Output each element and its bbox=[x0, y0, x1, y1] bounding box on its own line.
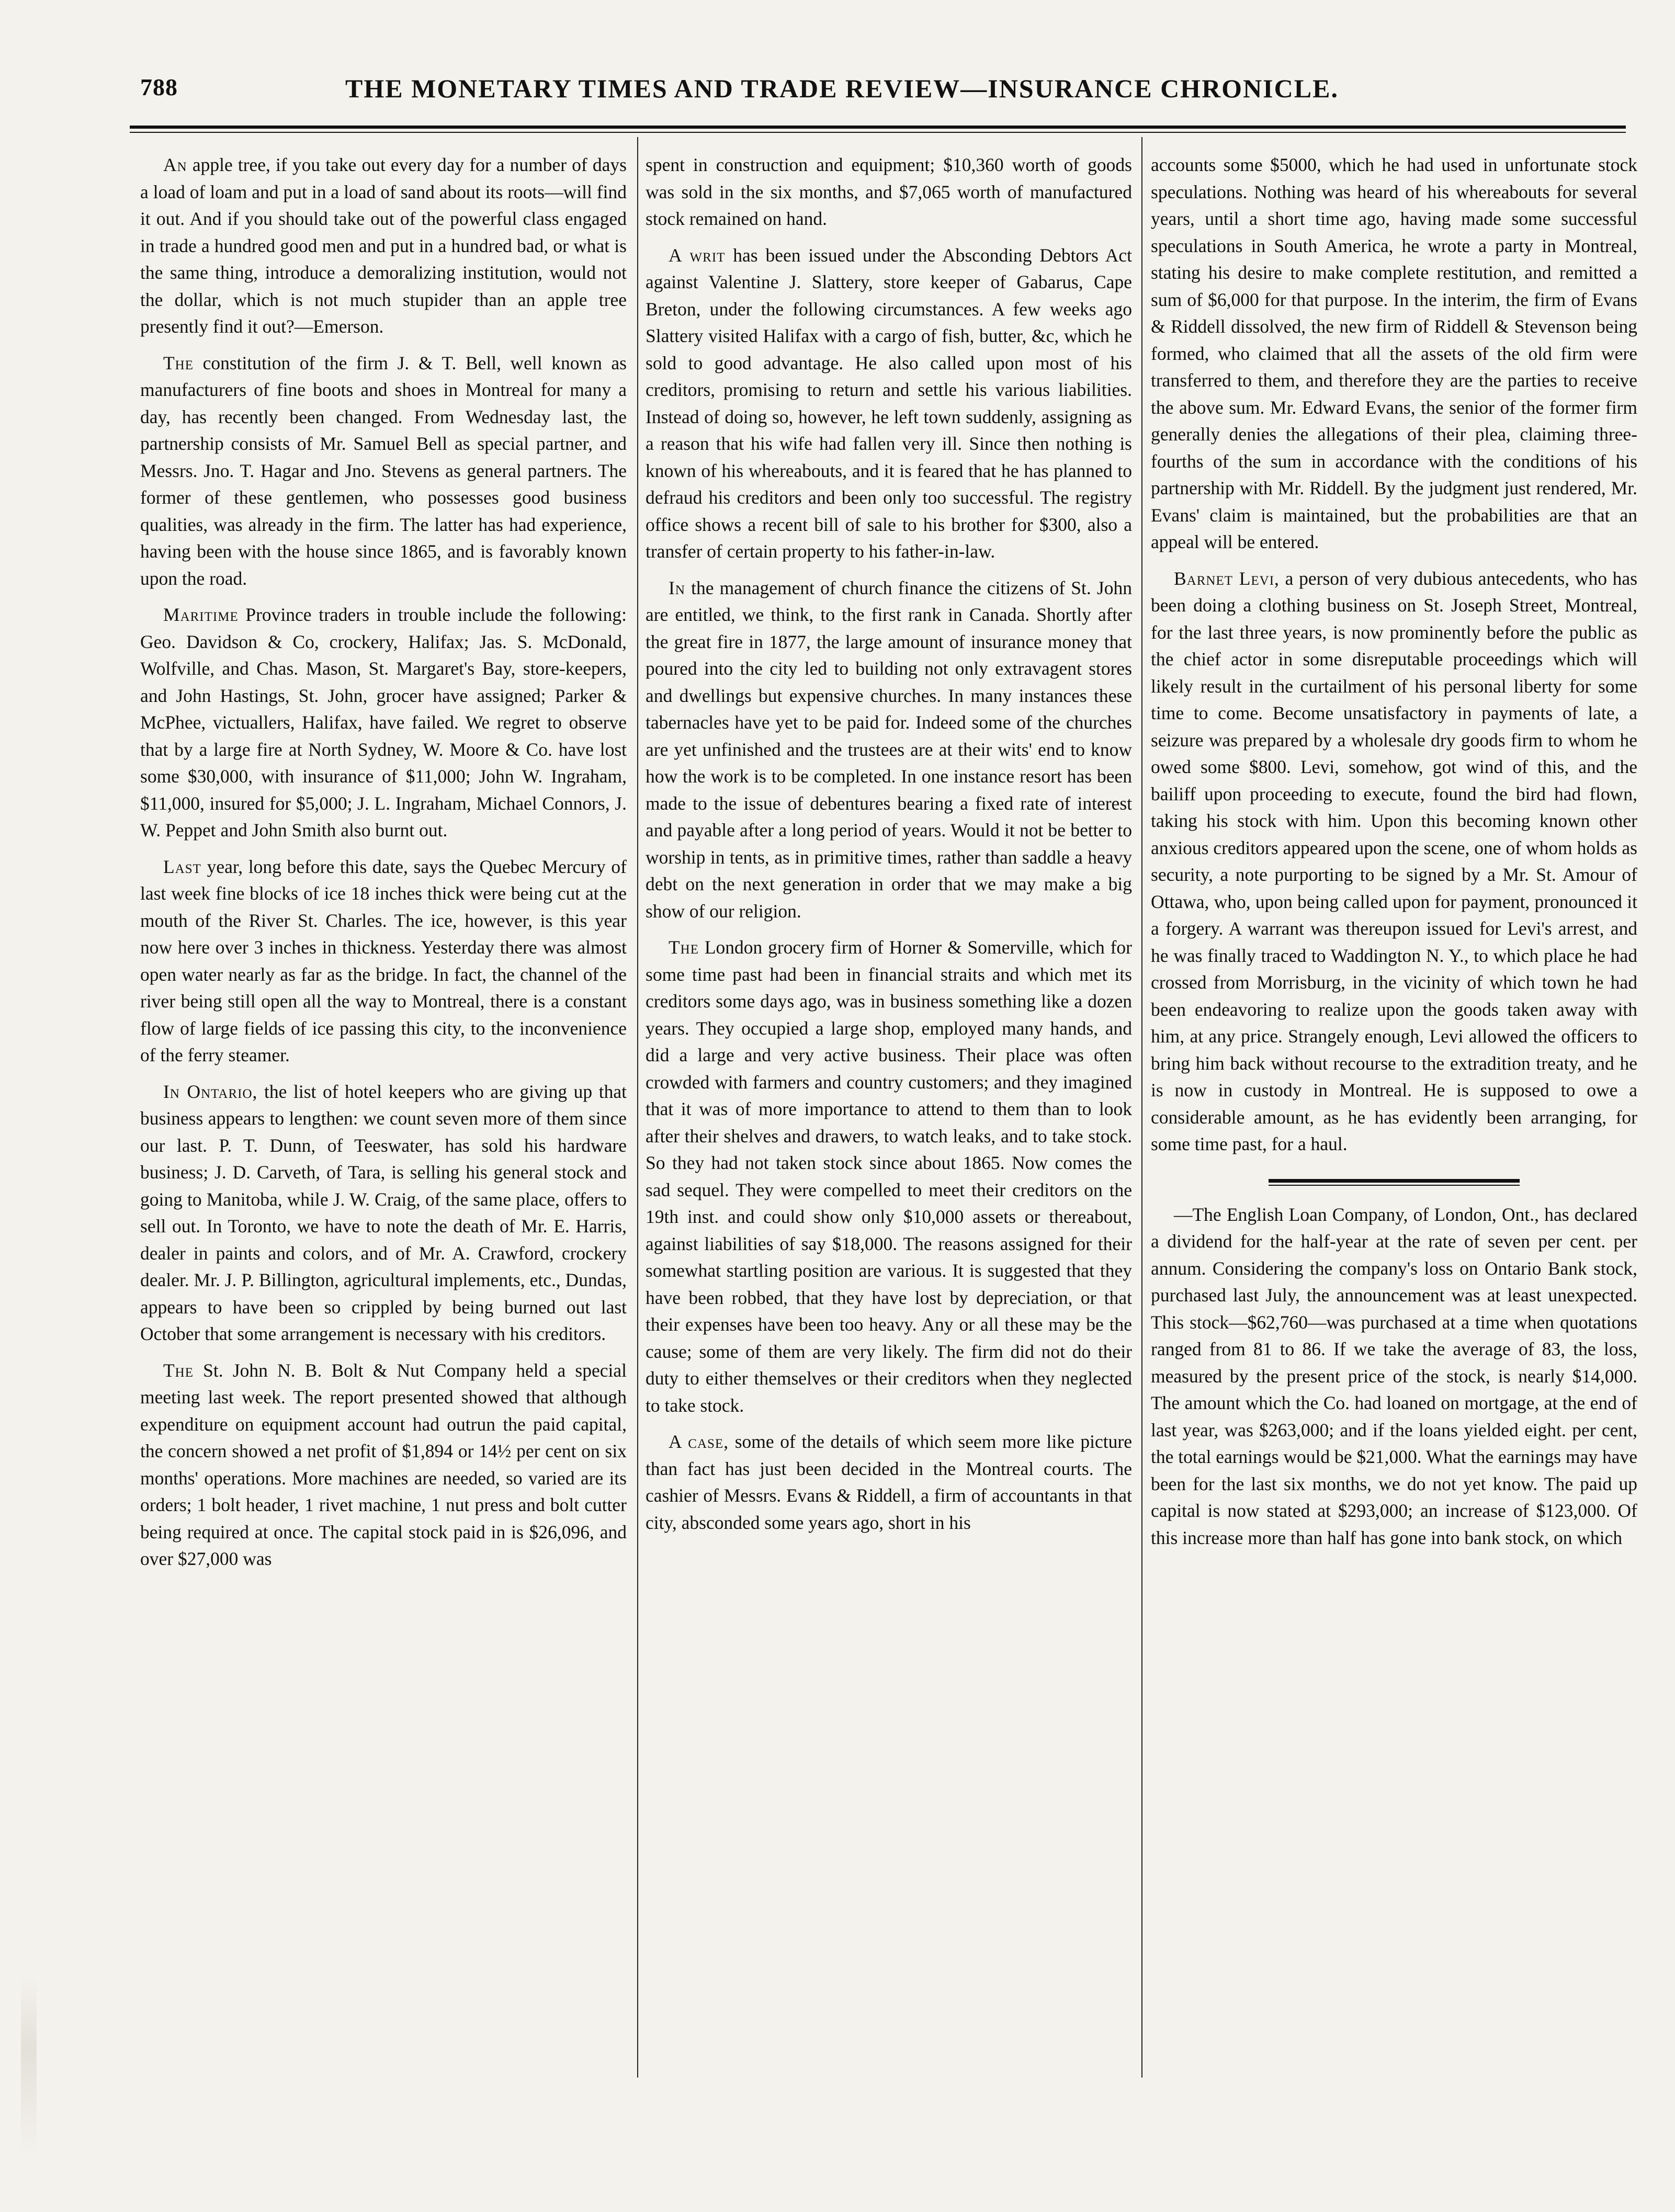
article-paragraph: An apple tree, if you take out every day for a number of days a load of loam and put in a load of sand about its roots—will find it out. And if you should take out of the powerful class engaged in trade a hundred good men and put in a hundred bad, or what is the same thing, introduce a demoralizing institution, would not the dollar, which is not much stupider than an apple tree presently find it out?—Emerson. bbox=[140, 154, 627, 337]
article-paragraph: The London grocery firm of Horner & Somerville, which for some time past had been in financial straits and which met its creditors some days ago, was in business something like a dozen years. They occupied a large shop, employed many hands, and did a large and very active business. Their place was often crowded with farmers and country customers; and they imagined that it was of more importance to attend to them than to look after their shelves and drawers, to watch leaks, and to take stock. So they had not taken stock since about 1865. Now comes the sad sequel. They were compelled to meet their creditors on the 19th inst. and could show only $10,000 assets or thereabout, against liabilities of say $18,000. The reasons assigned for their somewhat startling position are various. It is suggested that they have been robbed, that they have lost by depreciation, or that their expenses have been too heavy. Any or all these may be the cause; some of them are very likely. The firm did not do their duty to either themselves or their creditors when they neglected to take stock. bbox=[646, 937, 1132, 1416]
column-divider bbox=[1141, 137, 1142, 2078]
section-divider-ornament bbox=[1269, 1179, 1520, 1186]
page-number: 788 bbox=[140, 74, 178, 100]
column-divider bbox=[637, 137, 638, 2078]
article-paragraph: A case, some of the details of which seem more like picture than fact has just been decided in the Montreal courts. The cashier of Messrs. Evans & Riddell, a firm of accountants in that city, absconded some years ago, short in his bbox=[646, 1431, 1132, 1533]
article-paragraph: Maritime Province traders in trouble include the following: Geo. Davidson & Co, crockery, Halifax; Jas. S. McDonald, Wolfville, and Chas. Mason, St. Margaret's Bay, store-keepers, and John Hastings, St. John, grocer have assigned; Parker & McPhee, victuallers, Halifax, have failed. We regret to observe that by a large fire at North Sydney, W. Moore & Co. have lost some $30,000, with insurance of $11,000; John W. Ingraham, $11,000, insured for $5,000; J. L. Ingraham, Michael Connors, J. W. Peppet and John Smith also burnt out. bbox=[140, 604, 627, 841]
article-paragraph: A writ has been issued under the Absconding Debtors Act against Valentine J. Slattery, store keeper of Gabarus, Cape Breton, under the following circumstances. A few weeks ago Slattery visited Halifax with a cargo of fish, butter, &c, which he sold to good advantage. He also called upon most of his creditors, promising to return and settle his various liabilities. Instead of doing so, however, he left town suddenly, assigning as a reason that his wife had fallen very ill. Since then nothing is known of his whereabouts, and it is feared that he has planned to defraud his creditors and been only too successful. The registry office shows a recent bill of sale to his brother for $300, also a transfer of certain property to his father-in-law. bbox=[646, 244, 1132, 562]
text-column-3 bbox=[1151, 152, 1637, 1561]
header-rule bbox=[130, 126, 1626, 129]
header-rule-thin bbox=[130, 132, 1626, 133]
article-paragraph: —The English Loan Company, of London, Ont., has declared a dividend for the half-year at the rate of seven per cent. per annum. Considering the company's loss on Ontario Bank stock, purchased last July, the announcement was at least unexpected. This stock—$62,760—was purchased at a time when quotations ranged from 81 to 86. If we take the average of 83, the loss, measured by the present price of the stock, is nearly $14,000. The amount which the Co. had loaned on mortgage, at the end of last year, was $263,000; and if the loans yielded eight. per cent, the total earnings would be $21,000. What the earnings may have been for the last six months, we do not yet know. The paid up capital is now stated at $293,000; an increase of $123,000. Of this increase more than half has gone into bank stock, on which bbox=[1151, 1204, 1637, 1548]
article-paragraph: The St. John N. B. Bolt & Nut Company held a special meeting last week. The report presented showed that although expenditure on equipment account had outrun the paid capital, the concern showed a net profit of $1,894 or 14½ per cent on six months' operations. More machines are needed, so varied are its orders; 1 bolt header, 1 rivet machine, 1 nut press and bolt cutter being required at once. The capital stock paid in is $26,096, and over $27,000 was bbox=[140, 1359, 627, 1569]
masthead-title: THE MONETARY TIMES AND TRADE REVIEW—INSURANCE CHRONICLE. bbox=[345, 74, 1339, 103]
article-paragraph-continued: spent in construction and equipment; $10,360 worth of goods was sold in the six months, and $7,065 worth of manufactured stock remained on hand. bbox=[646, 154, 1132, 229]
article-paragraph: Last year, long before this date, says the Quebec Mercury of last week fine blocks of ice 18 inches thick were being cut at the mouth of the River St. Charles. The ice, however, is this year now here over 3 inches in thickness. Yesterday there was almost open water nearly as far as the bridge. In fact, the channel of the river being still open all the way to Montreal, there is a constant flow of large fields of ice passing this city, to the inconvenience of the ferry steamer. bbox=[140, 856, 627, 1065]
text-column-2 bbox=[646, 152, 1132, 1546]
scan-edge-mark bbox=[21, 1977, 37, 2155]
article-paragraph: Barnet Levi, a person of very dubious antecedents, who has been doing a clothing business on St. Joseph Street, Montreal, for the last three years, is now prominently before the public as the chief actor in some disreputable proceedings which will likely result in the curtailment of his personal liberty for some time to come. Become unsatisfactory in payments of late, a seizure was prepared by a wholesale dry goods firm to whom he owed some $800. Levi, somehow, got wind of this, and the bailiff upon proceeding to execute, found the bird had flown, taking his stock with him. Upon this becoming known other anxious creditors appeared upon the scene, one of whom holds as security, a note purporting to be signed by a Mr. St. Amour of Ottawa, who, upon being called upon for payment, pronounced it a forgery. A warrant was thereupon issued for Levi's arrest, and he was finally traced to Waddington N. Y., to which place he had crossed from Morrisburg, in the vicinity of which town he had been endeavoring to realize upon the goods taken away with him, at any price. Strangely enough, Levi allowed the officers to bring him back without recourse to the extradition treaty, and he is now in custody in Montreal. He is supposed to owe a considerable amount, as he has evidently been arranging, for some time past, for a haul. bbox=[1151, 568, 1638, 1154]
article-paragraph: In the management of church finance the citizens of St. John are entitled, we think, to the first rank in Canada. Shortly after the great fire in 1877, the large amount of insurance money that poured into the city led to building not only extravagent stores and dwellings but expensive churches. In many instances these tabernacles have yet to be paid for. Indeed some of the churches are yet unfinished and the trustees are at their wits' end to know how the work is to be completed. In one instance resort has been made to the issue of debentures bearing a fixed rate of interest and payable after a long period of years. Would it not be better to worship in tents, as in primitive times, rather than saddle a heavy debt on the next generation in order that we may make a big show of our religion. bbox=[646, 577, 1132, 922]
article-paragraph-continued: accounts some $5000, which he had used in unfortunate stock speculations. Nothing was heard of his whereabouts for several years, until a short time ago, having made some successful speculations in South America, he wrote a party in Montreal, stating his desire to make complete restitution, and remitted a sum of $6,000 for that purpose. In the interim, the firm of Evans & Riddell dissolved, the new firm of Riddell & Stevenson being formed, who claimed that all the assets of the old firm were transferred to them, and therefore they are the parties to receive the above sum. Mr. Edward Evans, the senior of the former firm generally denies the allegations of their plea, claiming three-fourths of the sum in accordance with the conditions of his partnership with Mr. Riddell. By the judgment just rendered, Mr. Evans' claim is maintained, but the probabilities are that an appeal will be entered. bbox=[1151, 154, 1637, 552]
article-paragraph: In Ontario, the list of hotel keepers who are giving up that business appears to lengthen: we count seven more of them since our last. P. T. Dunn, of Teeswater, has sold his hardware business; J. D. Carveth, of Tara, is selling his general stock and going to Manitoba, while J. W. Craig, of the same place, offers to sell out. In Toronto, we have to note the death of Mr. E. Harris, dealer in paints and colors, and of Mr. A. Crawford, crockery dealer. Mr. J. P. Billington, agricultural implements, etc., Dundas, appears to have been so crippled by being burned out last October that some arrangement is necessary with his creditors. bbox=[140, 1081, 627, 1344]
text-column-1 bbox=[140, 152, 627, 1582]
article-paragraph: The constitution of the firm J. & T. Bell, well known as manufacturers of fine boots and shoes in Montreal for many a day, has recently been changed. From Wednesday last, the partnership consists of Mr. Samuel Bell as special partner, and Messrs. Jno. T. Hagar and Jno. Stevens as general partners. The former of these gentlemen, who possesses good business qualities, was already in the firm. The latter has had experience, having been with the house since 1865, and is favorably known upon the road. bbox=[140, 352, 627, 589]
